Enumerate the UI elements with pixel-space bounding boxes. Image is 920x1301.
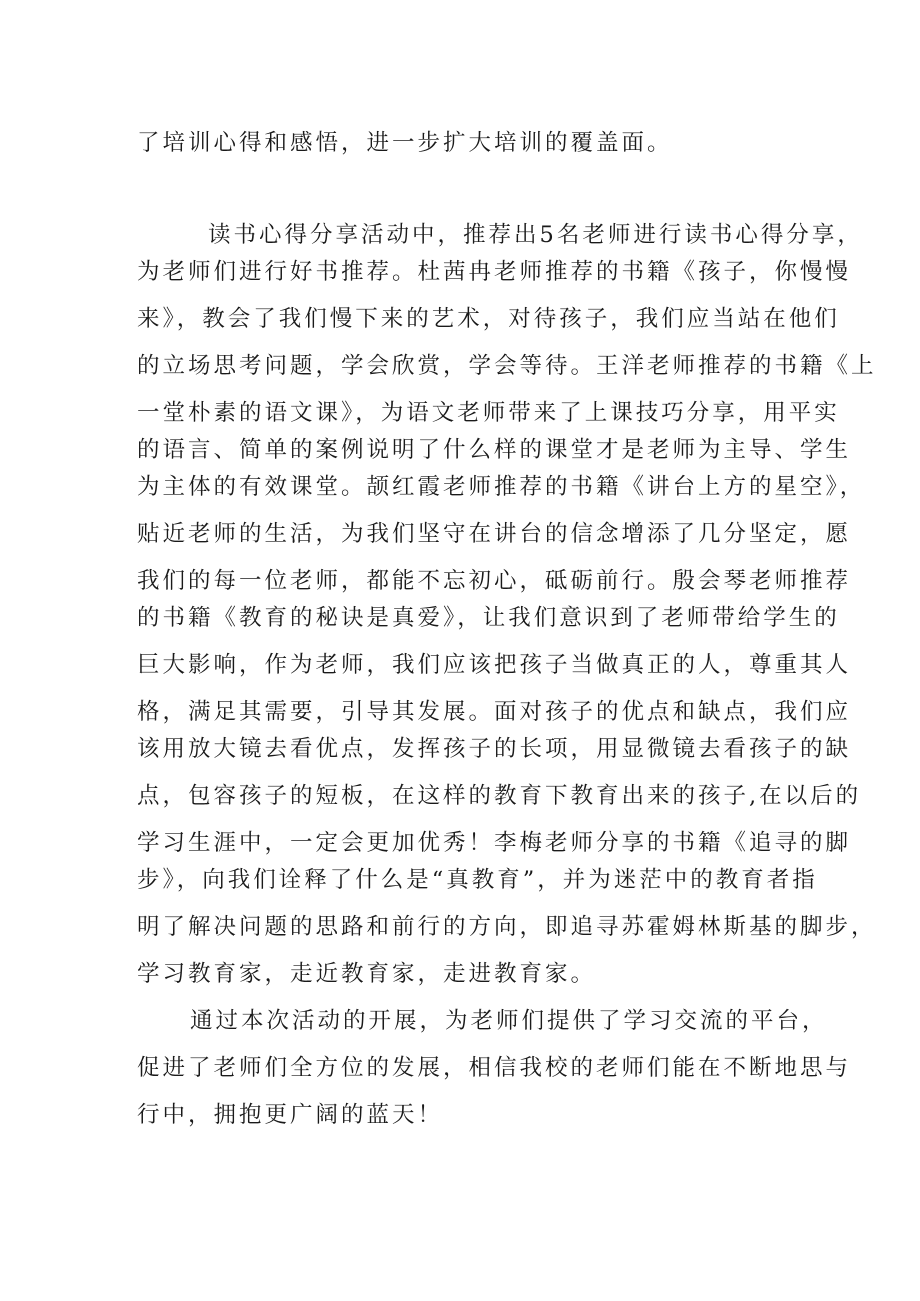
text-line: 来》，教会了我们慢下来的艺术，对待孩子，我们应当站在他们 — [137, 306, 840, 332]
text-line: 格，满足其需要，引导其发展。面对孩子的优点和缺点，我们应 — [137, 699, 852, 725]
paragraph-first-line: 通过本次活动的开展，为老师们提供了学习交流的平台， — [190, 1008, 828, 1034]
text-line: 为主体的有效课堂。颉红霞老师推荐的书籍《讲台上方的星空》， — [137, 474, 866, 500]
text-line: 促进了老师们全方位的发展，相信我校的老师们能在不断地思与 — [137, 1055, 852, 1081]
text-line: 明了解决问题的思路和前行的方向，即追寻苏霍姆林斯基的脚步， — [137, 914, 877, 940]
text-line: 点，包容孩子的短板，在这样的教育下教育出来的孩子,在以后的 — [137, 783, 862, 809]
text-line: 的立场思考问题，学会欣赏，学会等待。王洋老师推荐的书籍《上 — [137, 353, 877, 379]
paragraph-first-line: 读书心得分享活动中，推荐出5名老师进行读书心得分享， — [208, 222, 863, 248]
text-line: 步》，向我们诠释了什么是“真教育”，并为迷茫中的教育者指 — [137, 867, 818, 893]
text-line: 了培训心得和感悟，进一步扩大培训的覆盖面。 — [137, 130, 673, 156]
text-line: 学习生涯中，一定会更加优秀！李梅老师分享的书籍《追寻的脚 — [137, 830, 852, 856]
text-line: 行中，拥抱更广阔的蓝天！ — [137, 1102, 444, 1128]
text-line: 为老师们进行好书推荐。杜茜冉老师推荐的书籍《孩子，你慢慢 — [137, 259, 852, 285]
text-line: 一堂朴素的语文课》，为语文老师带来了上课技巧分享，用平实 — [137, 400, 840, 426]
text-line: 学习教育家，走近教育家，走进教育家。 — [137, 961, 597, 987]
text-line: 我们的每一位老师，都能不忘初心，砥砺前行。殷会琴老师推荐 — [137, 568, 852, 594]
text-line: 的书籍《教育的秘诀是真爱》，让我们意识到了老师带给学生的 — [137, 605, 840, 631]
text-line: 该用放大镜去看优点，发挥孩子的长项，用显微镜去看孩子的缺 — [137, 736, 852, 762]
text-line: 巨大影响，作为老师，我们应该把孩子当做真正的人，尊重其人 — [137, 652, 852, 678]
text-line: 的语言、简单的案例说明了什么样的课堂才是老师为主导、学生 — [137, 437, 852, 463]
text-line: 贴近老师的生活，为我们坚守在讲台的信念增添了几分坚定，愿 — [137, 521, 852, 547]
